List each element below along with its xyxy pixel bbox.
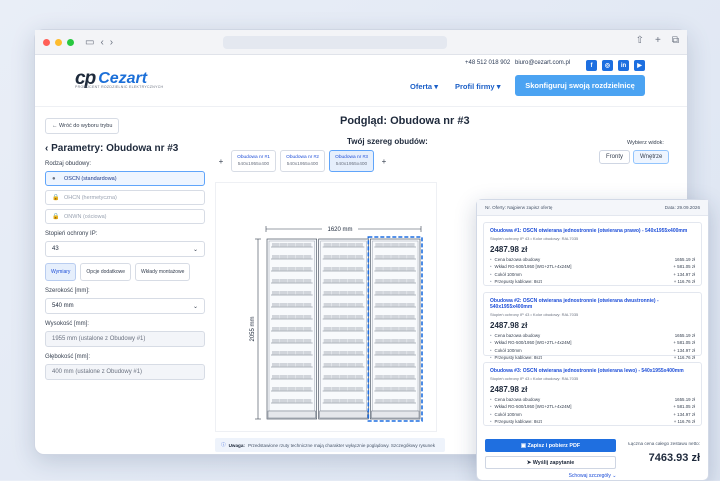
chevron-down-icon: ⌄ [612, 473, 617, 479]
configure-cta-button[interactable]: Skonfiguruj swoją rozdzielnicę [515, 75, 645, 96]
chevron-right-icon[interactable]: › [109, 36, 114, 48]
price-line: • Przepusty kablowe: 8szt + 116.76 zł [490, 355, 695, 360]
depth-field: 400 mm (ustalone z Obudowy #1) [45, 364, 205, 380]
card-price: 2487.98 zł [490, 321, 528, 330]
email-link[interactable]: biuro@cezart.com.pl [515, 60, 571, 66]
share-icon[interactable]: ⇧ [635, 35, 645, 46]
tile-size: 540x1955x400 [335, 162, 368, 167]
preview-title: Podgląd: Obudowa nr #3 [340, 115, 470, 127]
price-line: • Cena bazowa obudowy 1655.19 zł [490, 256, 695, 262]
price-line: • Przepusty kablowe: 8szt + 116.76 zł [490, 419, 695, 424]
view-label: Wybierz widok: [627, 140, 664, 146]
save-pdf-button[interactable] [485, 439, 616, 452]
drawing-notice [215, 438, 445, 452]
total-value: 7463.93 zł [648, 452, 700, 464]
linkedin-icon[interactable]: in [618, 60, 629, 71]
tab-opcje-dodatkowe[interactable]: Opcje dodatkowe [80, 263, 131, 281]
browser-titlebar [35, 30, 687, 55]
price-line: • Cokół 100mm + 134.97 zł [490, 271, 695, 277]
housing-option-label: OSCN (standardowa) [64, 175, 117, 182]
back-to-mode-button[interactable] [45, 118, 119, 134]
cabinet-3[interactable] [368, 237, 422, 421]
width-value: 540 mm [52, 303, 74, 309]
chevron-down-icon: ⌄ [192, 246, 198, 253]
back-button-label: Wróć do wyboru trybu [59, 123, 113, 129]
chevron-down-icon: ⌄ [192, 303, 198, 310]
add-housing-right-button[interactable]: + [381, 156, 387, 166]
arrow-left-icon: ← [52, 123, 58, 129]
maximize-window-dot[interactable] [67, 39, 74, 46]
notice-label: Uwaga: [228, 442, 245, 448]
minimize-window-dot[interactable] [55, 39, 62, 46]
logo-text: Cezart [98, 70, 148, 87]
depth-label: Głębokość [mm]: [45, 354, 91, 360]
housing-option-label: ONWN (ościowa) [64, 213, 107, 220]
info-icon: ● [52, 175, 56, 182]
offer-summary-panel [476, 199, 709, 481]
width-label: Szerokość [mm]: [45, 288, 90, 294]
view-toggle [599, 150, 669, 164]
housing-type-label: Rodzaj obudowy: [45, 161, 92, 167]
offer-header [477, 200, 708, 216]
card-meta: Stopień ochrony IP 43 • Kolor obudowy: RAL7035 [490, 236, 579, 241]
phone-link[interactable]: +48 512 018 902 [465, 60, 511, 66]
tabs-overview-icon[interactable]: ⧉ [671, 35, 679, 46]
chevron-down-icon: ▾ [434, 82, 438, 91]
logo-subtitle: PRODUCENT ROZDZIELNIC ELEKTRYCZNYCH [75, 85, 164, 89]
logo-mark-icon: cp [75, 68, 96, 89]
price-line: • Cokół 100mm + 134.97 zł [490, 347, 695, 353]
housing-tile-1[interactable] [231, 150, 276, 172]
lock-icon: 🔒 [52, 214, 60, 220]
tile-size: 540x1955x400 [286, 162, 319, 167]
cabinet-2[interactable] [319, 239, 369, 419]
view-front-button[interactable]: Fronty [599, 150, 630, 164]
housing-option-onwn[interactable] [45, 209, 205, 224]
housing-option-label: OHCN (hermetyczna) [64, 194, 117, 201]
card-meta: Stopień ochrony IP 43 • Kolor obudowy: RAL7035 [490, 312, 579, 317]
chevron-down-icon: ▾ [496, 82, 501, 91]
tab-wklady-montazowe[interactable]: Wkłady montażowe [135, 263, 190, 281]
send-inquiry-button[interactable] [485, 456, 616, 469]
technical-drawing [215, 182, 437, 432]
price-line: • Cena bazowa obudowy 1655.19 zł [490, 396, 695, 402]
housing-option-oscn[interactable] [45, 171, 205, 186]
notice-text: Przedstawione rzuty techniczne mają charakter wyłącznie poglądowy. Szczegółowy rysunek [247, 442, 436, 448]
view-inside-button[interactable]: Wnętrze [633, 150, 669, 164]
cabinet-1[interactable] [267, 239, 317, 419]
tile-name: Obudowa nr #2 [286, 155, 319, 160]
save-icon: ▣ [520, 442, 528, 449]
offer-footer [485, 439, 700, 479]
housing-option-ohcn[interactable] [45, 190, 205, 205]
offer-item-card [483, 222, 702, 286]
height-dimension: 2055 mm [250, 316, 256, 342]
total-label: Łączna cena całego zestawu netto: [628, 441, 700, 446]
nav-profil-firmy[interactable]: Profil firmy ▾ [455, 82, 501, 91]
card-meta: Stopień ochrony IP 43 • Kolor obudowy: RAL7035 [490, 376, 579, 381]
ip-select[interactable] [45, 241, 205, 257]
tile-name: Obudowa nr #1 [237, 155, 270, 160]
offer-item-card [483, 362, 702, 426]
card-price: 2487.98 zł [490, 245, 528, 254]
send-icon: ➤ [526, 459, 533, 466]
lock-icon: 🔒 [52, 195, 60, 201]
housing-series [215, 150, 390, 172]
price-line: • Wkład RG-500/1950 [WG+2TL+4x24M] + 581.05 zł [490, 340, 695, 345]
close-window-dot[interactable] [43, 39, 50, 46]
hide-details-link[interactable]: Schowaj szczegóły ⌄ [568, 473, 617, 479]
tab-wymiary[interactable]: Wymiary [45, 263, 76, 281]
height-label: Wysokość [mm]: [45, 321, 89, 327]
price-line: • Wkład RG-500/1950 [WG+2TL+4x24M] + 581.05 zł [490, 264, 695, 269]
add-housing-left-button[interactable]: + [218, 156, 224, 166]
card-title: Obudowa #2: OSCN otwierana jednostronnie (otwierana dwustronnie) - 540x1955x400mm [490, 298, 659, 310]
offer-date: Data: 29.09.2026 [664, 205, 700, 210]
cabinet-drawing [216, 183, 438, 433]
ip-value: 43 [52, 246, 59, 252]
housing-tile-3[interactable] [329, 150, 374, 172]
address-bar[interactable] [223, 36, 447, 49]
youtube-icon[interactable]: ▶ [634, 60, 645, 71]
chevron-left-icon[interactable]: ‹ [100, 36, 104, 48]
height-field: 1955 mm (ustalone z Obudowy #1) [45, 331, 205, 347]
price-line: • Cena bazowa obudowy 1655.19 zł [490, 332, 695, 338]
series-title: Twój szereg obudów: [347, 137, 428, 146]
site-header [35, 55, 687, 107]
sidebar-toggle-icon[interactable]: ▭ [85, 36, 95, 48]
tile-name: Obudowa nr #3 [335, 155, 368, 160]
price-line: • Cokół 100mm + 134.97 zł [490, 411, 695, 417]
width-dimension: 1620 mm [327, 227, 353, 233]
instagram-icon[interactable]: ◎ [602, 60, 613, 71]
price-line: • Wkład RG-500/1950 [WG+2TL+4x24M] + 581.05 zł [490, 404, 695, 409]
ip-label: Stopień ochrony IP: [45, 231, 98, 237]
card-title: Obudowa #1: OSCN otwierana jednostronnie (otwierana prawo) - 540x1955x400mm [490, 228, 688, 234]
save-pdf-label: Zapisz i pobierz PDF [527, 442, 581, 449]
width-select[interactable] [45, 298, 205, 314]
browser-window [34, 29, 700, 479]
offer-item-card [483, 292, 702, 360]
send-inquiry-label: Wyślij zapytanie [532, 459, 575, 466]
facebook-icon[interactable]: f [586, 60, 597, 71]
info-icon: ⓘ [221, 442, 226, 447]
price-line: • Przepusty kablowe: 8szt + 116.76 zł [490, 279, 695, 284]
nav-oferta[interactable]: Oferta ▾ [410, 82, 438, 91]
card-price: 2487.98 zł [490, 385, 528, 394]
parameter-tabs [45, 263, 205, 281]
parameters-panel [45, 114, 205, 380]
parameters-title: ‹ Parametry: Obudowa nr #3 [45, 143, 179, 154]
new-tab-icon[interactable]: + [655, 35, 661, 46]
tile-size: 540x1955x400 [237, 162, 270, 167]
housing-tile-2[interactable] [280, 150, 325, 172]
offer-number: Nr. Oferty: Najpierw zapisz ofertę [485, 205, 553, 210]
social-links [586, 60, 645, 71]
card-title: Obudowa #3: OSCN otwierana jednostronnie (otwierana lewo) - 540x1955x400mm [490, 368, 684, 374]
